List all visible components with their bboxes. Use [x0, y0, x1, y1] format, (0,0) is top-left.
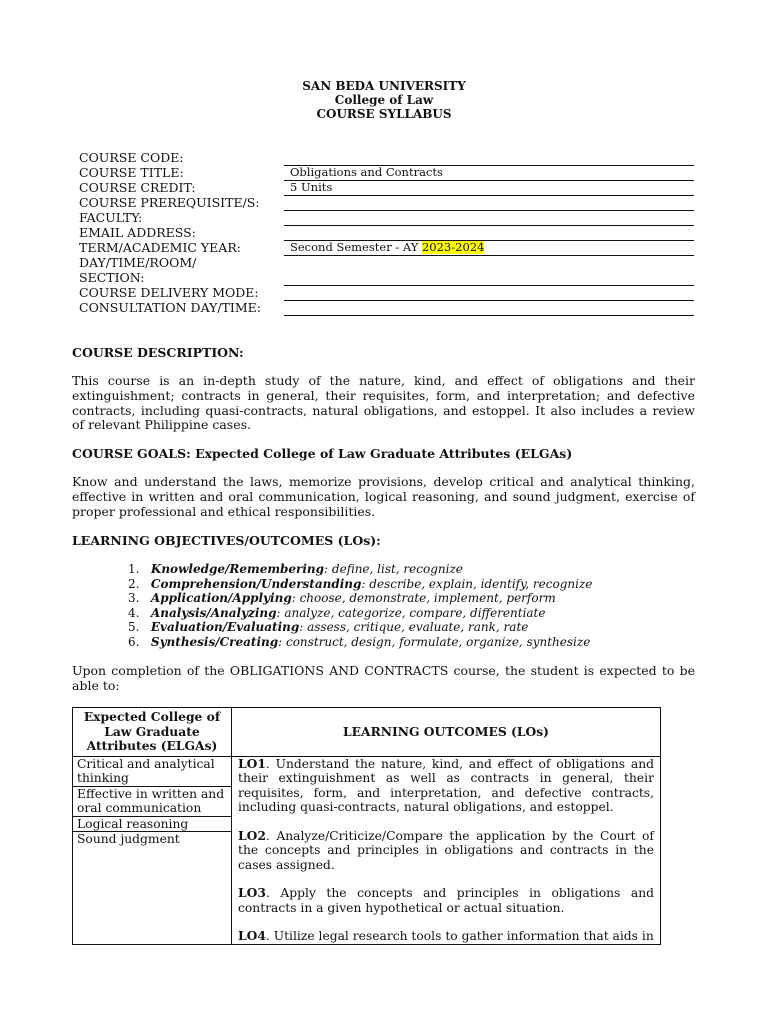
consultation-label: CONSULTATION DAY/TIME:	[79, 300, 261, 315]
lo-list-cell	[232, 756, 661, 944]
course-code-label: COURSE CODE:	[79, 150, 184, 165]
elga-attribute: Effective in written and oral communication	[73, 787, 231, 817]
elga-list-cell	[73, 756, 232, 944]
elga-attribute: Sound judgment	[77, 832, 180, 846]
document-type: COURSE SYLLABUS	[316, 107, 452, 121]
term-label: TERM/ACADEMIC YEAR:	[79, 240, 241, 255]
field-underline	[284, 195, 694, 196]
course-description-heading: COURSE DESCRIPTION:	[72, 345, 244, 360]
objective-item: 4. Analysis/Analyzing: analyze, categorize, compare, differentiate	[128, 605, 546, 620]
field-underline	[284, 240, 694, 241]
college-name: College of Law	[334, 93, 434, 107]
table-header-row	[73, 708, 661, 757]
learning-outcome: LO1. Understand the nature, kind, and effect of obligations and their extinguishment as well as contracts in general, their requisites, form, and interpretation, and defective contracts, including quasi-contracts, natural obligations, and estoppel.	[238, 755, 654, 814]
field-underline	[284, 255, 694, 256]
course-credit-label: COURSE CREDIT:	[79, 180, 196, 195]
objective-item: 3. Application/Applying: choose, demonstrate, implement, perform	[128, 591, 556, 605]
field-underline	[284, 285, 694, 286]
term-value	[290, 241, 484, 254]
elga-column-header: Expected College of Law Graduate Attributes (ELGAs)	[73, 708, 232, 757]
objective-item: 6. Synthesis/Creating: construct, design, formulate, organize, synthesize	[128, 634, 591, 649]
course-credit-value: 5 Units	[290, 180, 333, 194]
elga-attribute: Critical and analytical thinking	[73, 757, 231, 787]
objective-item: 2. Comprehension/Understanding: describe, explain, identify, recognize	[128, 576, 593, 591]
learning-outcome: LO4. Utilize legal research tools to gather information that aids in	[238, 928, 654, 943]
term-prefix: Second Semester - AY	[290, 240, 422, 254]
learning-outcome: LO3. Apply the concepts and principles in obligations and contracts in a given hypothetical or actual situation.	[238, 885, 654, 915]
objective-item: 5. Evaluation/Evaluating: assess, critique, evaluate, rank, rate	[128, 620, 529, 634]
email-label: EMAIL ADDRESS:	[79, 225, 196, 240]
day-time-room-label: DAY/TIME/ROOM/	[79, 255, 197, 270]
objective-item: 1. Knowledge/Remembering: define, list, recognize	[128, 562, 463, 576]
term-year-highlight: 2023-2024	[421, 240, 485, 254]
field-underline	[284, 210, 694, 211]
completion-text: Upon completion of the OBLIGATIONS AND CONTRACTS course, the student is expected to be able to:	[72, 663, 695, 693]
field-underline	[284, 165, 694, 166]
course-description-text: This course is an in-depth study of the nature, kind, and effect of obligations and their extinguishment; contracts in general, their requisites, form, and interpretation; and defective contracts, including quasi-contracts, natural obligations, and estoppel. It also includes a review of relevant Philippine cases.	[72, 373, 695, 433]
course-goals-heading: COURSE GOALS: Expected College of Law Graduate Attributes (ELGAs)	[72, 446, 573, 461]
learning-objectives-heading: LEARNING OBJECTIVES/OUTCOMES (LOs):	[72, 533, 381, 548]
section-label: SECTION:	[79, 270, 145, 285]
faculty-label: FACULTY:	[79, 210, 143, 225]
course-prereq-label: COURSE PREREQUISITE/S:	[79, 195, 260, 210]
course-title-value: Obligations and Contracts	[290, 165, 443, 179]
field-underline	[284, 315, 694, 316]
learning-outcomes-table	[72, 707, 661, 945]
field-underline	[284, 225, 694, 226]
delivery-mode-label: COURSE DELIVERY MODE:	[79, 285, 259, 300]
elga-attribute: Logical reasoning	[73, 817, 231, 833]
table-row	[73, 756, 661, 944]
university-name: SAN BEDA UNIVERSITY	[302, 79, 466, 93]
learning-outcome: LO2. Analyze/Criticize/Compare the application by the Court of the concepts and principles in obligations and contracts in the cases assigned.	[238, 827, 654, 872]
field-underline	[284, 300, 694, 301]
course-goals-text: Know and understand the laws, memorize provisions, develop critical and analytical thinking, effective in written and oral communication, logical reasoning, and sound judgment, exercise of proper professional and ethical responsibilities.	[72, 474, 695, 519]
field-underline	[284, 180, 694, 181]
course-title-label: COURSE TITLE:	[79, 165, 184, 180]
lo-column-header: LEARNING OUTCOMES (LOs)	[232, 708, 661, 757]
